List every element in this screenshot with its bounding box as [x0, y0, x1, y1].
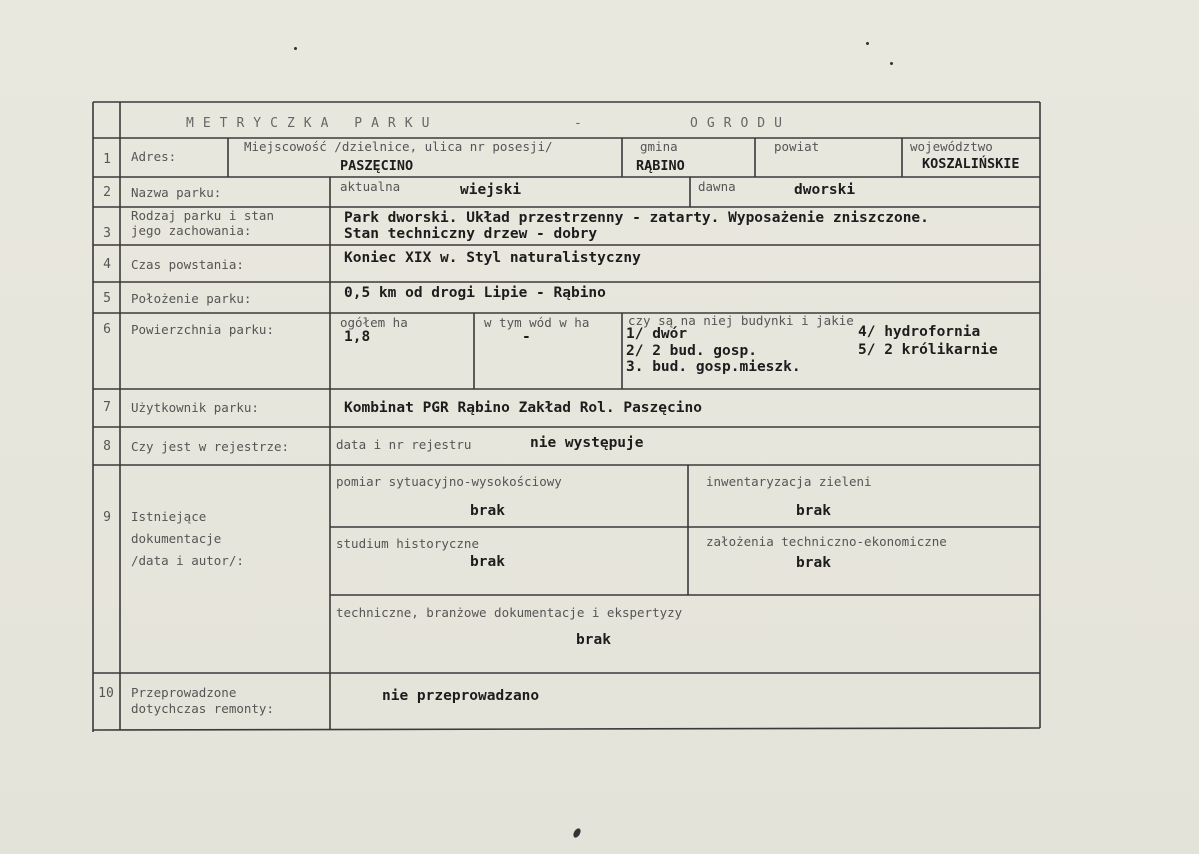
survey-caption: pomiar sytuacyjno-wysokościowy [336, 474, 562, 489]
creation-time-label: Czas powstania: [131, 257, 244, 272]
park-type-value-line1: Park dworski. Układ przestrzenny - zatarty. Wyposażenie zniszczone. [344, 210, 929, 226]
locality-caption: Miejscowość /dzielnice, ulica nr posesji/ [244, 139, 553, 154]
survey-value: brak [470, 503, 505, 519]
documentation-label-line3: /data i autor/: [131, 553, 244, 568]
park-type-label-line1: Rodzaj parku i stan [131, 208, 274, 223]
area-label: Powierzchnia parku: [131, 322, 274, 337]
scan-speck [294, 47, 297, 50]
header-title-right: OGRODU [690, 116, 791, 131]
creation-time-value: Koniec XIX w. Styl naturalistyczny [344, 250, 641, 266]
gmina-caption: gmina [640, 139, 678, 154]
building-item: 2/ 2 bud. gosp. [626, 343, 757, 359]
documentation-label-line1: Istniejące [131, 509, 207, 524]
voivodeship-caption: województwo [910, 139, 993, 154]
buildings-caption: czy są na niej budynki i jakie [628, 313, 854, 328]
row-number-5: 5 [103, 291, 111, 306]
row-number-9: 9 [103, 510, 111, 525]
scan-speck [890, 62, 893, 65]
register-value: nie występuje [530, 435, 644, 451]
documentation-label-line2: dokumentacje [131, 531, 222, 546]
row-number-10: 10 [98, 686, 114, 701]
total-area-caption: ogółem ha [340, 315, 408, 330]
header-title-left: METRYCZKA PARKU [186, 116, 439, 131]
park-name-label: Nazwa parku: [131, 185, 222, 200]
renovations-label-line1: Przeprowadzone [131, 685, 237, 700]
inventory-caption: inwentaryzacja zieleni [706, 474, 872, 489]
location-label: Położenie parku: [131, 291, 252, 306]
technical-assumptions-caption: założenia techniczno-ekonomiczne [706, 534, 947, 549]
voivodeship-value: KOSZALIŃSKIE [922, 156, 1020, 172]
building-item: 5/ 2 królikarnie [858, 342, 998, 358]
row-number-1: 1 [103, 152, 111, 167]
address-label: Adres: [131, 149, 177, 164]
former-name-value: dworski [794, 182, 856, 198]
other-documentation-caption: techniczne, branżowe dokumentacje i ekspertyzy [336, 605, 683, 620]
building-item: 4/ hydrofornia [858, 324, 981, 340]
row-number-4: 4 [103, 257, 111, 272]
park-type-value-line2: Stan techniczny drzew - dobry [344, 226, 598, 242]
renovations-label-line2: dotychczas remonty: [131, 701, 274, 716]
powiat-caption: powiat [774, 139, 820, 154]
row-number-7: 7 [103, 400, 111, 415]
other-documentation-value: brak [576, 632, 611, 648]
historic-study-value: brak [470, 554, 505, 570]
header-dash: - [574, 116, 591, 131]
location-value: 0,5 km od drogi Lipie - Rąbino [344, 285, 606, 301]
row-number-2: 2 [103, 185, 111, 200]
current-name-caption: aktualna [340, 179, 401, 194]
renovations-value: nie przeprowadzano [382, 688, 540, 704]
total-area-value: 1,8 [344, 329, 371, 345]
inventory-value: brak [796, 503, 831, 519]
building-item: 1/ dwór [626, 326, 688, 342]
row-number-8: 8 [103, 439, 111, 454]
row-number-3: 3 [103, 226, 111, 241]
park-user-value: Kombinat PGR Rąbino Zakład Rol. Paszęcino [344, 400, 702, 416]
former-name-caption: dawna [698, 179, 736, 194]
water-area-value: - [522, 329, 531, 345]
register-label: Czy jest w rejestrze: [131, 439, 290, 454]
water-area-caption: w tym wód w ha [484, 315, 590, 330]
park-type-label-line2: jego zachowania: [131, 223, 252, 238]
gmina-value: RĄBINO [636, 158, 685, 174]
technical-assumptions-value: brak [796, 555, 831, 571]
park-user-label: Użytkownik parku: [131, 400, 259, 415]
historic-study-caption: studium historyczne [336, 536, 479, 551]
scan-speck [866, 42, 869, 45]
building-item: 3. bud. gosp.mieszk. [626, 359, 801, 375]
current-name-value: wiejski [460, 182, 522, 198]
row-number-6: 6 [103, 322, 111, 337]
register-caption: data i nr rejestru [336, 437, 472, 452]
locality-value: PASZĘCINO [340, 158, 414, 174]
